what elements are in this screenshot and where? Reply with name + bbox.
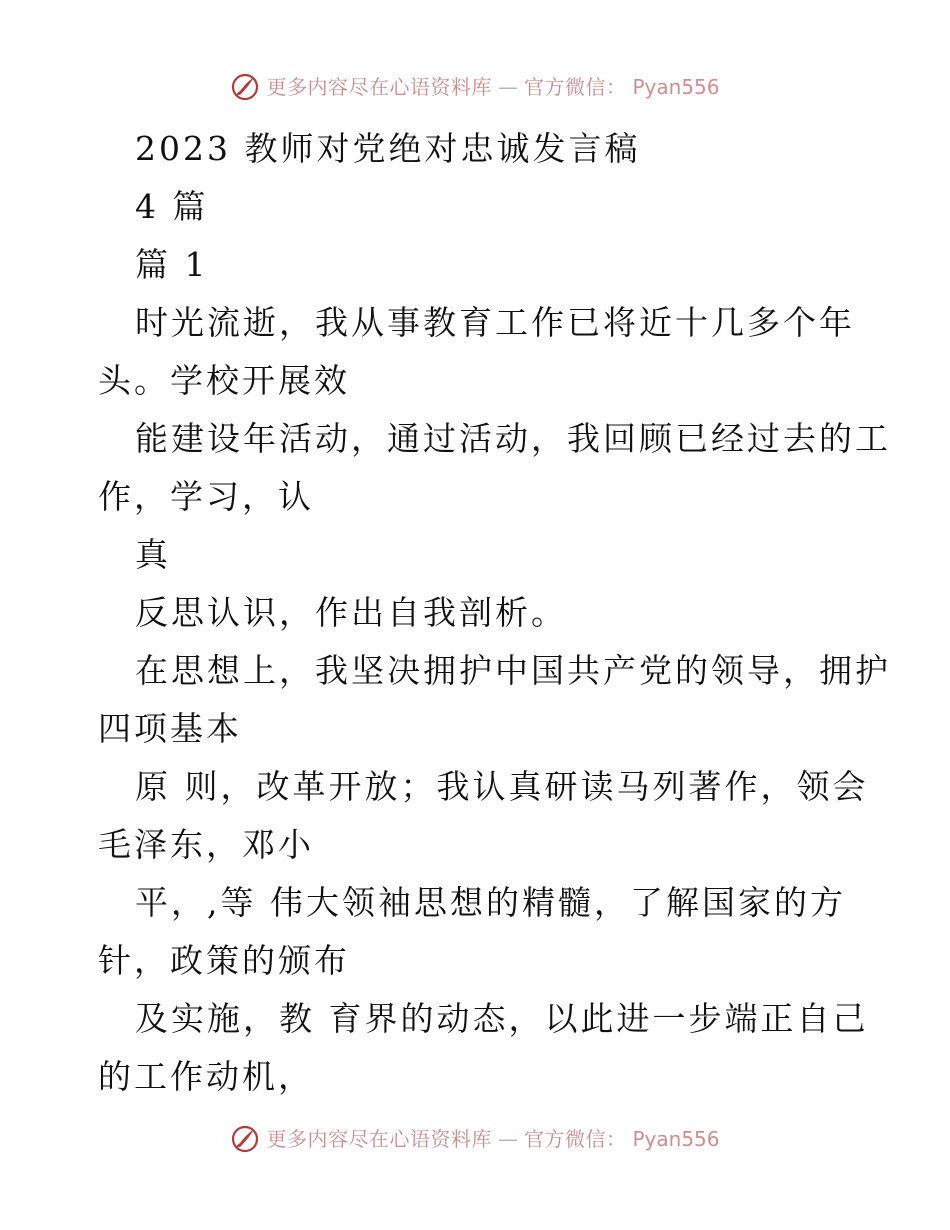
doc-line: 头。学校开展效 [98, 361, 350, 400]
watermark-wechat-label: 官方微信： [523, 1127, 627, 1151]
header-watermark [0, 72, 950, 102]
doc-line: 作，学习，认 [98, 477, 314, 516]
doc-line: 反思认识，作出自我剖析。 [135, 593, 567, 632]
doc-line: 真 [135, 535, 171, 574]
doc-line: 原 则，改革开放；我认真研读马列著作，领会 [135, 767, 869, 806]
watermark-text: 更多内容尽在心语资料库 [266, 75, 492, 99]
watermark-text: 更多内容尽在心语资料库 [266, 1127, 492, 1151]
doc-line: 及实施，教 育界的动态，以此进一步端正自己 [135, 999, 869, 1038]
doc-line: 时光流逝，我从事教育工作已将近十几多个年 [135, 303, 855, 342]
footer-watermark [0, 1124, 950, 1154]
watermark-separator: — [497, 1127, 518, 1151]
quill-pen-logo-icon [230, 1124, 260, 1154]
watermark-wechat-id: Pyan556 [632, 75, 720, 99]
watermark-wechat-id: Pyan556 [632, 1127, 720, 1151]
doc-line: 篇 1 [135, 245, 209, 284]
doc-line: 的工作动机， [98, 1057, 314, 1096]
doc-line: 2023 教师对党绝对忠诚发言稿 [135, 129, 641, 168]
doc-line: 在思想上，我坚决拥护中国共产党的领导，拥护 [135, 651, 891, 690]
doc-line: 四项基本 [98, 709, 242, 748]
watermark-separator: — [497, 75, 518, 99]
doc-line: 毛泽东，邓小 [98, 825, 314, 864]
doc-line: 能建设年活动，通过活动，我回顾已经过去的工 [135, 419, 891, 458]
doc-line: 针，政策的颁布 [98, 941, 350, 980]
doc-line: 平，,等 伟大领袖思想的精髓，了解国家的方 [135, 883, 846, 922]
quill-pen-logo-icon [230, 72, 260, 102]
watermark-wechat-label: 官方微信： [523, 75, 627, 99]
doc-line: 4 篇 [135, 187, 209, 226]
document-body [98, 120, 891, 1106]
